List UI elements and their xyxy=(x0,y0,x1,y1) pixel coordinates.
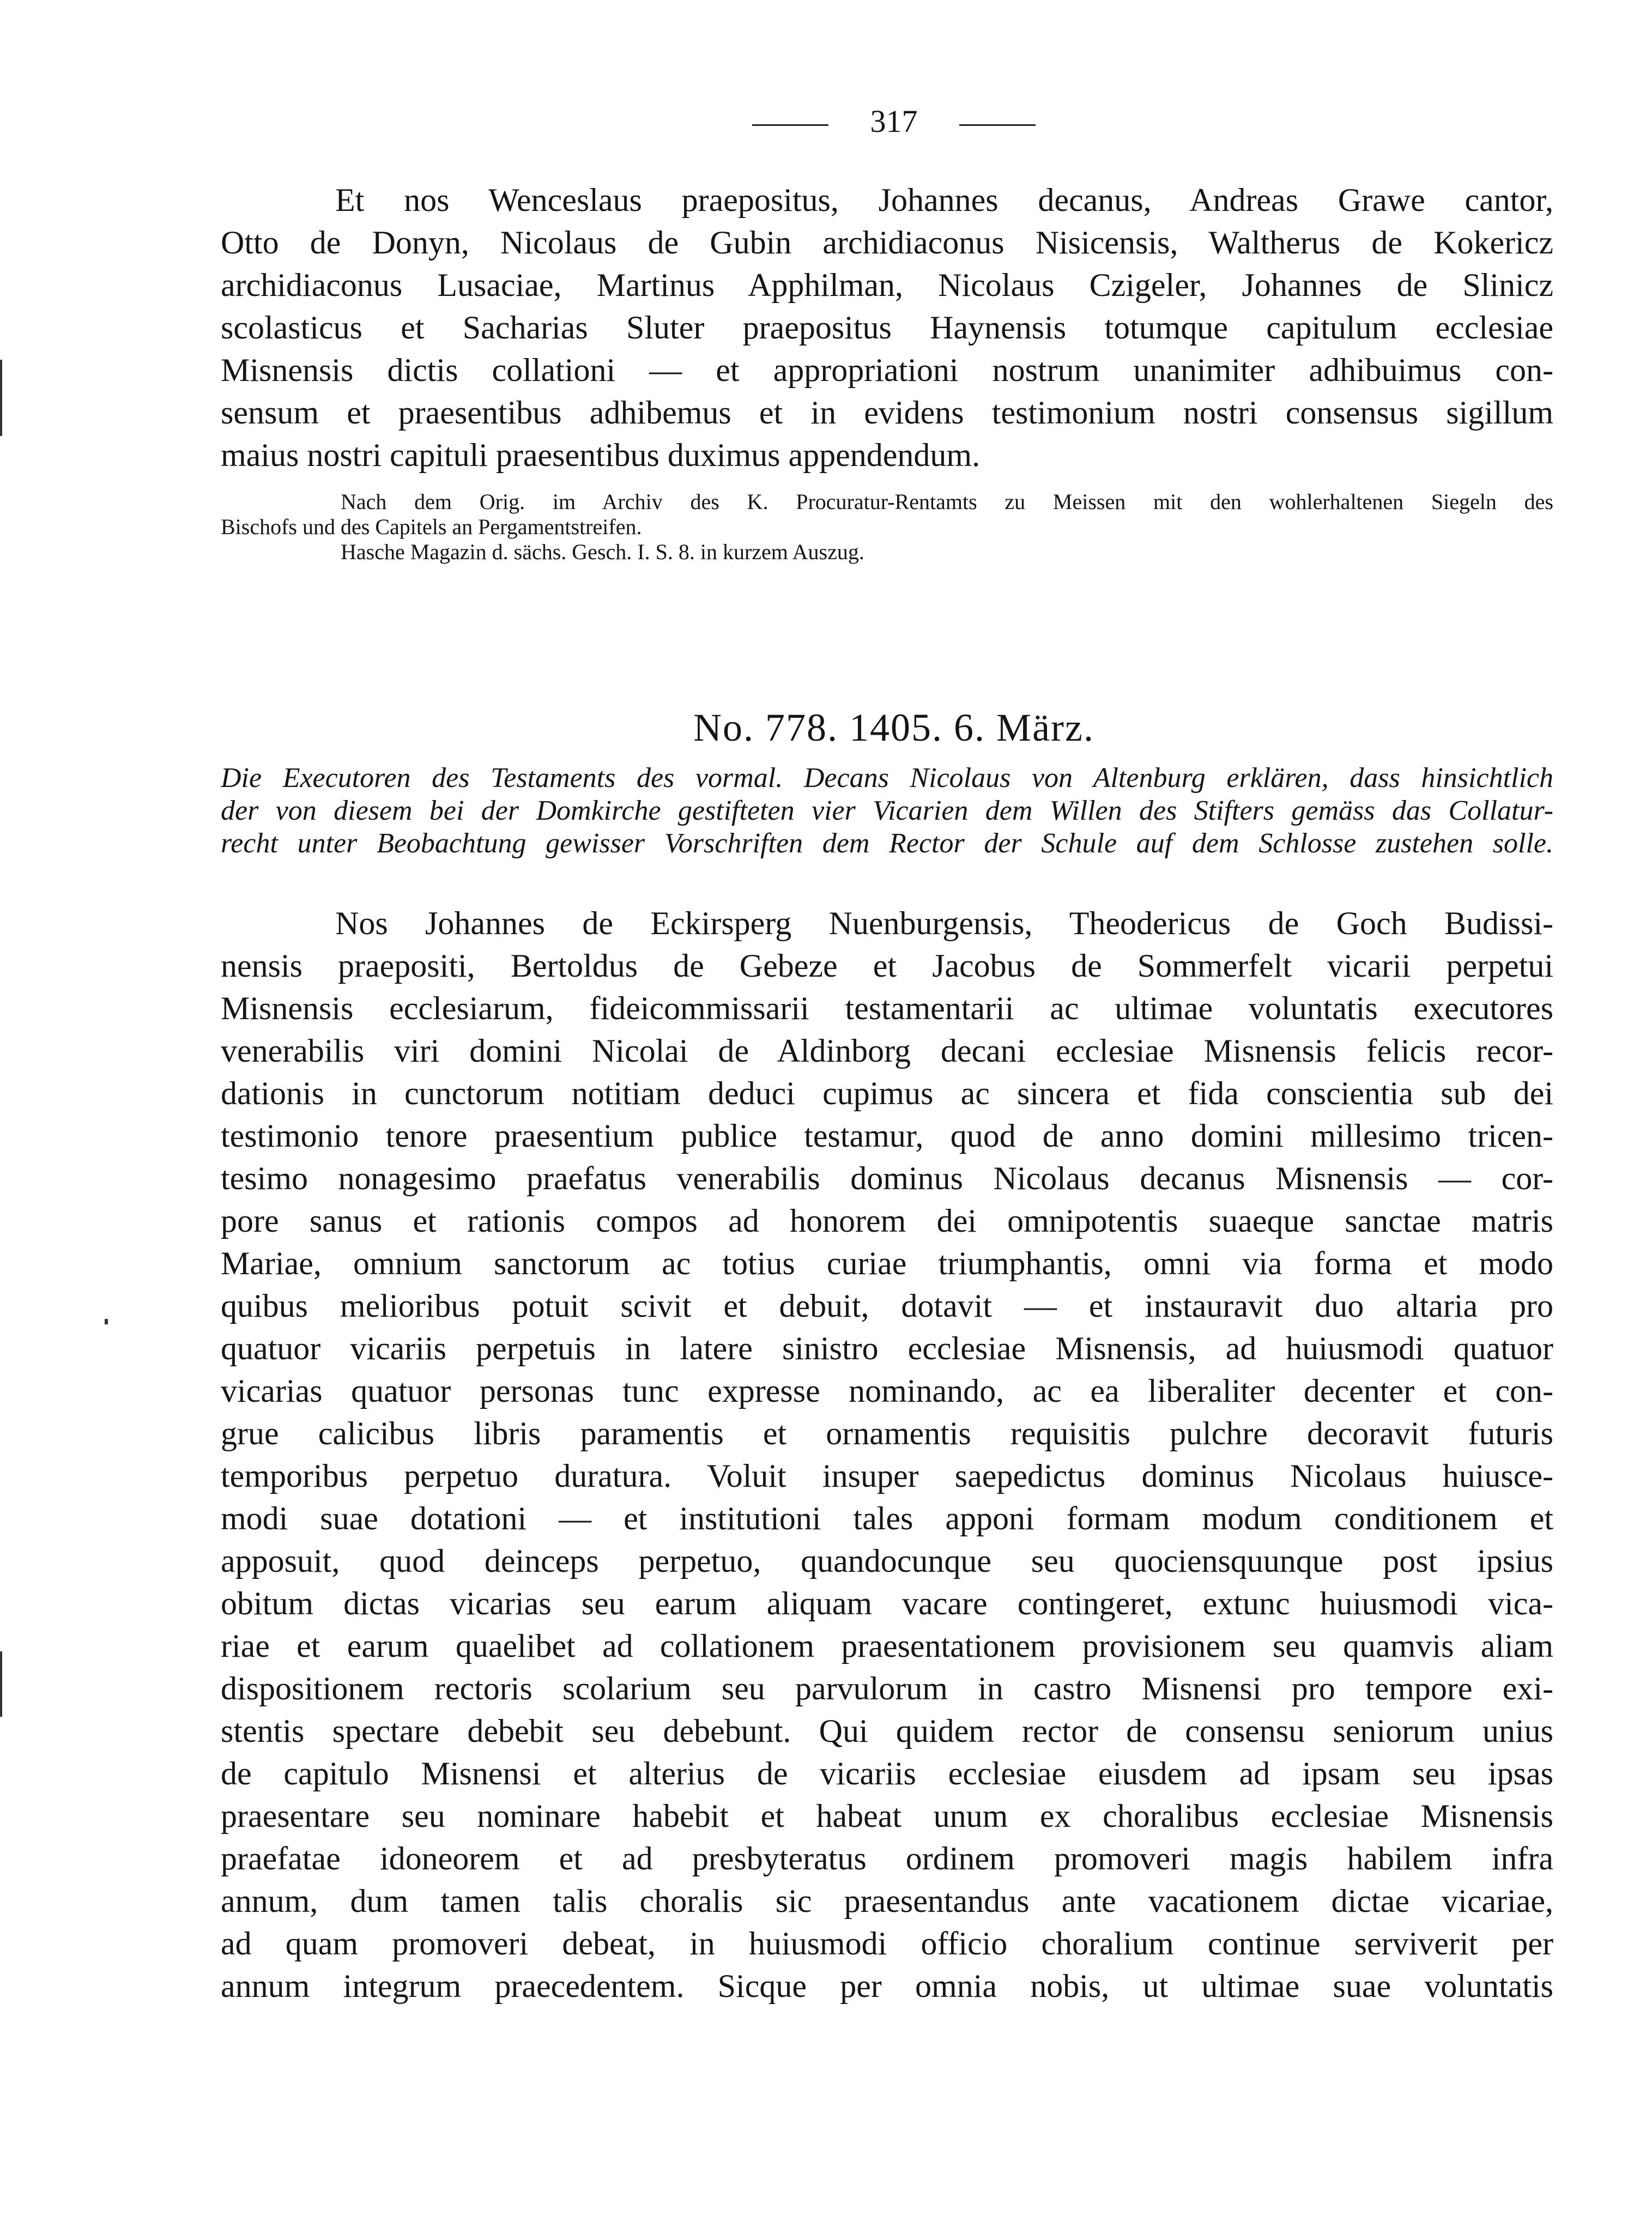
text-line: quibus melioribus potuit scivit et debuit, dotavit — et instauravit duo altaria pro xyxy=(221,1288,1553,1324)
text-line: ad quam promoveri debeat, in huiusmodi officio choralium continue serviverit per xyxy=(221,1926,1553,1961)
note-line: Bischofs und des Capitels an Pergamentstreifen. xyxy=(221,514,642,539)
text-line: vicarias quatuor personas tunc expresse nominando, ac ea liberaliter decenter et con- xyxy=(221,1373,1553,1409)
text-line: maius nostri capituli praesentibus duximus appendendum. xyxy=(221,437,981,473)
scan-speck xyxy=(105,1319,108,1324)
text-line: Misnensis ecclesiarum, fideicommissarii testamentarii ac ultimae voluntatis executores xyxy=(221,990,1553,1026)
text-line: modi suae dotationi — et institutioni tales apponi formam modum conditionem et xyxy=(221,1500,1553,1536)
text-line: venerabilis viri domini Nicolai de Aldinborg decani ecclesiae Misnensis felicis recor- xyxy=(221,1033,1553,1069)
header-rule-right xyxy=(959,124,1036,126)
text-line: archidiaconus Lusaciae, Martinus Apphilman, Nicolaus Czigeler, Johannes de Slinicz xyxy=(221,267,1553,303)
text-line: Mariae, omnium sanctorum ac totius curiae triumphantis, omni via forma et modo xyxy=(221,1245,1553,1281)
text-line: stentis spectare debebit seu debebunt. Qui quidem rector de consensu seniorum unius xyxy=(221,1713,1553,1749)
page-number: 317 xyxy=(870,104,918,139)
text-line: Otto de Donyn, Nicolaus de Gubin archidiaconus Nisicensis, Waltherus de Kokericz xyxy=(221,225,1553,261)
text-line: apposuit, quod deinceps perpetuo, quandocunque seu quociensquunque post ipsius xyxy=(221,1543,1553,1579)
text-line: dationis in cunctorum notitiam deduci cupimus ac sincera et fida conscientia sub dei xyxy=(221,1075,1553,1111)
scan-edge-mark xyxy=(0,1651,2,1717)
text-line: praefatae idoneorem et ad presbyteratus ordinem promoveri magis habilem infra xyxy=(221,1840,1553,1876)
text-line: de capitulo Misnensi et alterius de vicariis ecclesiae eiusdem ad ipsam seu ipsas xyxy=(221,1755,1553,1791)
intro-paragraph xyxy=(221,179,1553,476)
document-summary xyxy=(221,762,1553,860)
document-body xyxy=(221,902,1553,2007)
text-line: annum, dum tamen talis choralis sic praesentandus ante vacationem dictae vicariae, xyxy=(221,1883,1553,1919)
text-line: obitum dictas vicarias seu earum aliquam vacare contingeret, extunc huiusmodi vica- xyxy=(221,1585,1553,1621)
text-line: tesimo nonagesimo praefatus venerabilis dominus Nicolaus decanus Misnensis — cor- xyxy=(221,1160,1553,1196)
text-line: nensis praepositi, Bertoldus de Gebeze et Jacobus de Sommerfelt vicarii perpetui xyxy=(221,948,1553,984)
text-line: annum integrum praecedentem. Sicque per omnia nobis, ut ultimae suae voluntatis xyxy=(221,1968,1553,2004)
summary-line: Die Executoren des Testaments des vormal. Decans Nicolaus von Altenburg erklären, dass hinsichtlich xyxy=(221,762,1553,794)
text-line: temporibus perpetuo duratura. Voluit insuper saepedictus dominus Nicolaus huiusce- xyxy=(221,1458,1553,1494)
text-line: Misnensis dictis collationi — et appropriationi nostrum unanimiter adhibuimus con- xyxy=(221,352,1553,388)
text-line: sensum et praesentibus adhibemus et in evidens testimonium nostri consensus sigillum xyxy=(221,395,1553,431)
text-line: pore sanus et rationis compos ad honorem dei omnipotentis suaeque sanctae matris xyxy=(221,1203,1553,1239)
text-line: scolasticus et Sacharias Sluter praepositus Haynensis totumque capitulum ecclesiae xyxy=(221,310,1553,346)
note-line: Hasche Magazin d. sächs. Gesch. I. S. 8. in kurzem Auszug. xyxy=(341,540,864,564)
text-line: praesentare seu nominare habebit et habeat unum ex choralibus ecclesiae Misnensis xyxy=(221,1798,1553,1834)
text-line: riae et earum quaelibet ad collationem praesentationem provisionem seu quamvis aliam xyxy=(221,1628,1553,1664)
summary-line: recht unter Beobachtung gewisser Vorschriften dem Rector der Schule auf dem Schlosse zustehen solle. xyxy=(221,828,1553,859)
document-title: No. 778. 1405. 6. März. xyxy=(693,706,1094,749)
text-line: grue calicibus libris paramentis et ornamentis requisitis pulchre decoravit futuris xyxy=(221,1415,1553,1451)
text-line: Nos Johannes de Eckirsperg Nuenburgensis, Theodericus de Goch Budissi- xyxy=(335,905,1553,941)
page-header xyxy=(752,102,1036,141)
source-note xyxy=(221,489,1553,565)
text-line: quatuor vicariis perpetuis in latere sinistro ecclesiae Misnensis, ad huiusmodi quatuor xyxy=(221,1330,1553,1366)
summary-line: der von diesem bei der Domkirche gestifteten vier Vicarien dem Willen des Stifters gemäss das Collatur- xyxy=(221,795,1553,826)
scan-edge-mark xyxy=(0,360,2,436)
note-line: Nach dem Orig. im Archiv des K. Procuratur-Rentamts zu Meissen mit den wohlerhaltenen Siegeln des xyxy=(341,489,1553,514)
text-line: dispositionem rectoris scolarium seu parvulorum in castro Misnensi pro tempore exi- xyxy=(221,1670,1553,1706)
text-line: testimonio tenore praesentium publice testamur, quod de anno domini millesimo tricen- xyxy=(221,1118,1553,1154)
text-line: Et nos Wenceslaus praepositus, Johannes decanus, Andreas Grawe cantor, xyxy=(335,182,1553,218)
